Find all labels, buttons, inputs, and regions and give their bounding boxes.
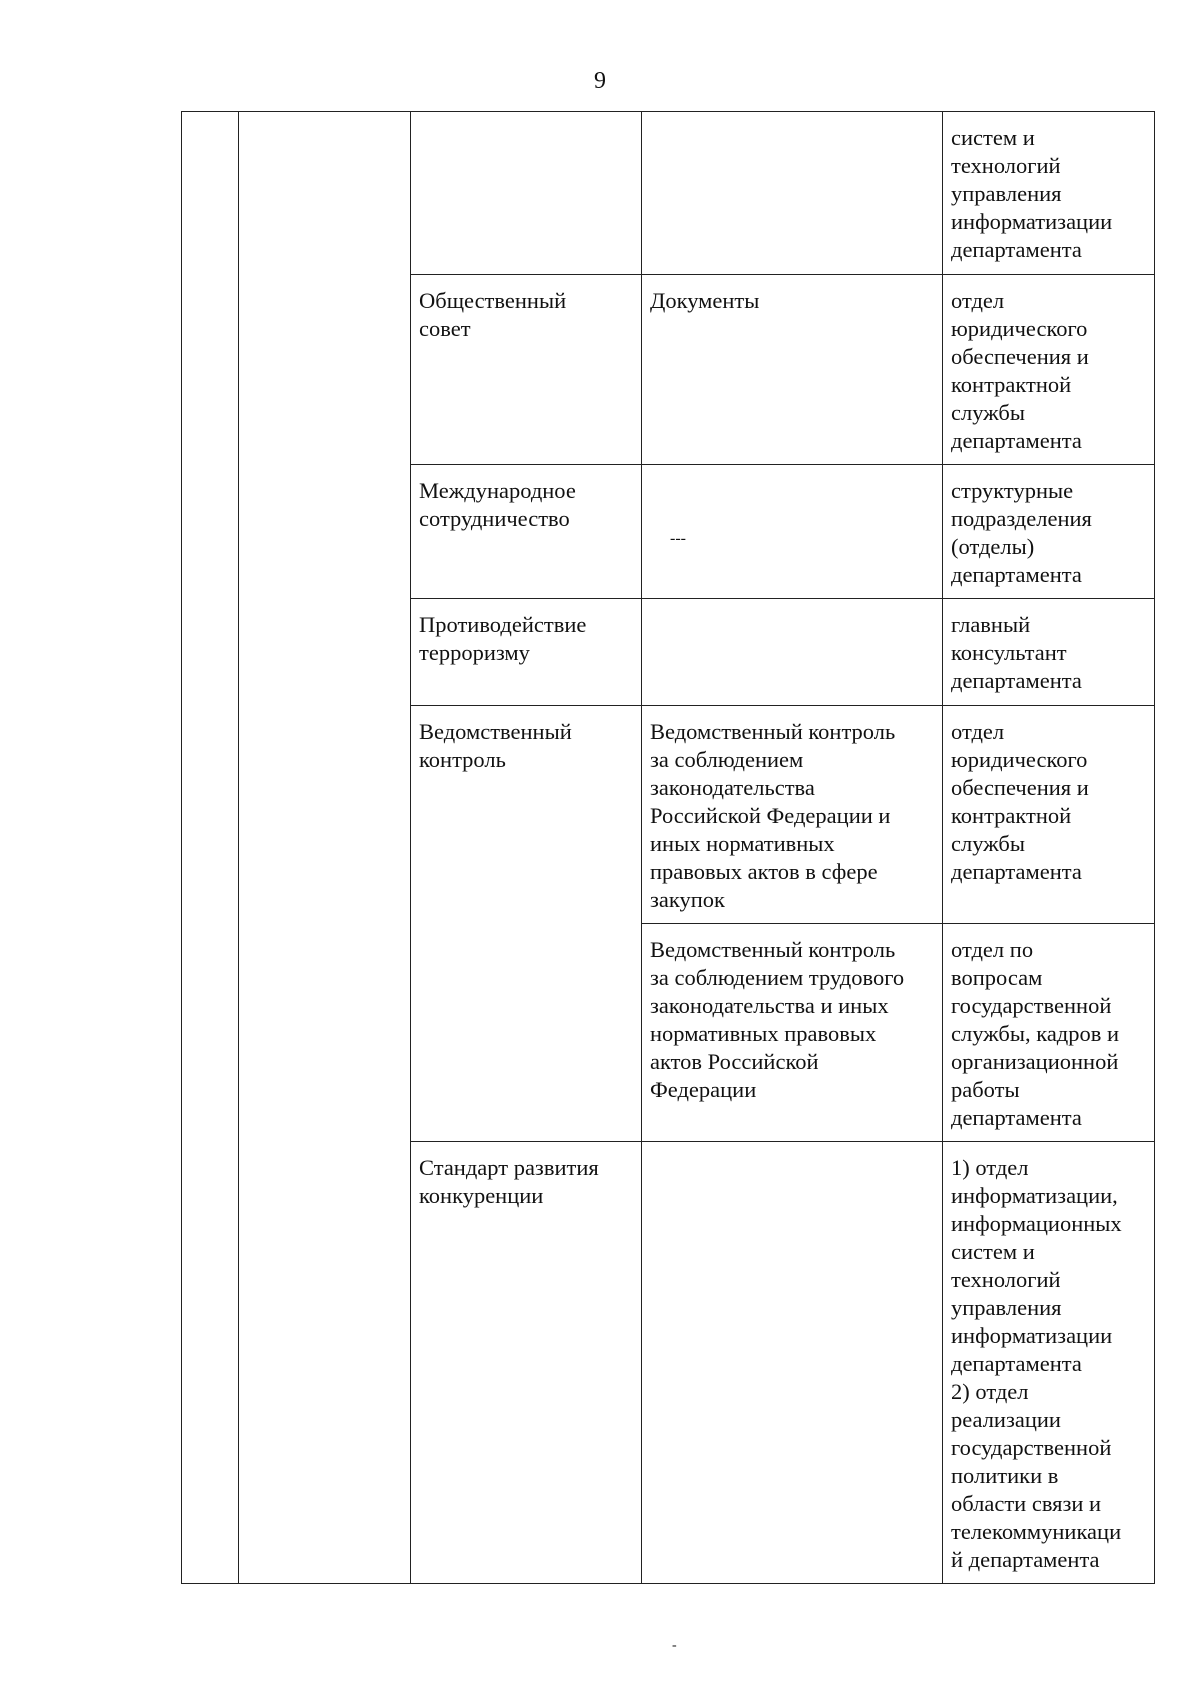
responsible-cell: отдел юридического обеспечения и контрактной службы департамента [943, 706, 1155, 924]
responsible-cell: систем и технологий управления информатизации департамента [943, 112, 1155, 275]
topic-cell [411, 112, 642, 275]
document-cell [642, 112, 943, 275]
dash-placeholder: --- [670, 530, 686, 547]
document-cell [642, 465, 943, 599]
topic-cell: Противодействие терроризму [411, 599, 642, 706]
document-table-container [181, 111, 1154, 1584]
responsible-cell: главный консультант департамента [943, 599, 1155, 706]
number-column-cell [182, 112, 239, 1584]
footer-mark: - [672, 1638, 677, 1653]
topic-cell: Международное сотрудничество [411, 465, 642, 599]
responsible-cell: структурные подразделения (отделы) департамента [943, 465, 1155, 599]
section-column-cell [239, 112, 411, 1584]
responsible-cell: 1) отдел информатизации, информационных систем и технологий управления информатизации департамента 2) отдел реализации государственной политики в области связи и телекоммуникаци й департамента [943, 1142, 1155, 1584]
topic-cell: Ведомственный контроль [411, 706, 642, 1142]
topic-cell: Стандарт развития конкуренции [411, 1142, 642, 1584]
topic-cell: Общественный совет [411, 275, 642, 465]
table-row [182, 112, 1155, 275]
document-table [181, 111, 1155, 1584]
responsible-cell: отдел по вопросам государственной службы, кадров и организационной работы департамента [943, 924, 1155, 1142]
document-cell: Ведомственный контроль за соблюдением трудового законодательства и иных нормативных правовых актов Российской Федерации [642, 924, 943, 1142]
responsible-cell: отдел юридического обеспечения и контрактной службы департамента [943, 275, 1155, 465]
document-cell: Ведомственный контроль за соблюдением законодательства Российской Федерации и иных нормативных правовых актов в сфере закупок [642, 706, 943, 924]
page-number: 9 [594, 68, 606, 94]
document-cell [642, 599, 943, 706]
document-cell: Документы [642, 275, 943, 465]
document-cell [642, 1142, 943, 1584]
